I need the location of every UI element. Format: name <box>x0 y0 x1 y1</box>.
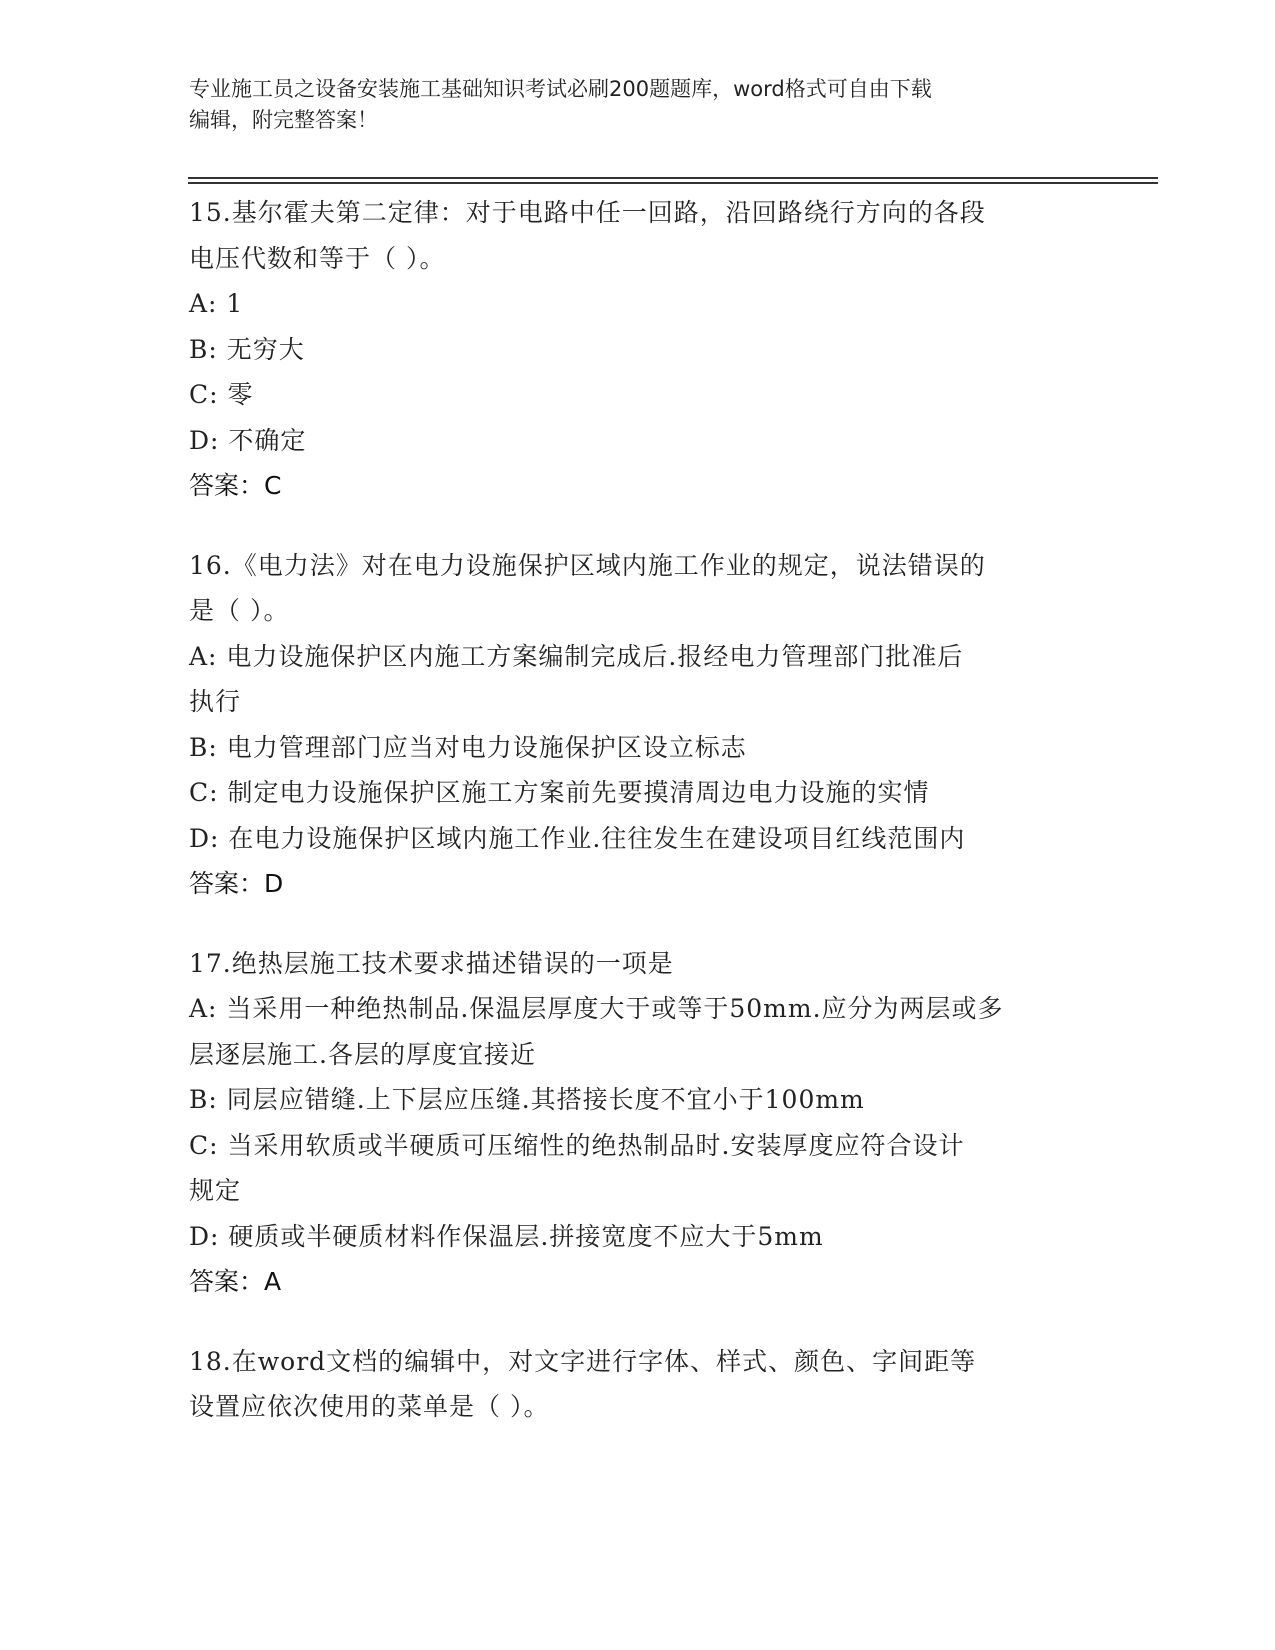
header-line-2: 编辑，附完整答案！ <box>189 108 378 132</box>
option-line: 执行 <box>189 687 242 716</box>
question-list <box>189 190 1089 1464</box>
question-stem-line: 17.绝热层施工技术要求描述错误的一项是 <box>189 948 674 978</box>
question-block <box>189 543 1089 907</box>
option-line: A: 当采用一种绝热制品.保温层厚度大于或等于50mm.应分为两层或多 <box>189 994 1004 1023</box>
question-block <box>189 941 1089 1305</box>
document-header <box>189 74 1069 136</box>
option-line: B: 无穷大 <box>189 334 305 364</box>
answer-line: 答案：D <box>189 869 284 898</box>
header-line-1: 专业施工员之设备安装施工基础知识考试必刷200题题库，word格式可自由下载 <box>189 77 932 101</box>
option-line: 层逐层施工.各层的厚度宜接近 <box>189 1039 536 1069</box>
question-stem-line: 电压代数和等于（ ）。 <box>189 243 446 273</box>
question-stem-line: 18.在word文档的编辑中，对文字进行字体、样式、颜色、字间距等 <box>189 1346 977 1376</box>
question-stem-line: 设置应依次使用的菜单是（ ）。 <box>189 1392 550 1421</box>
header-divider-top <box>188 177 1158 179</box>
header-divider-bottom <box>188 182 1158 184</box>
option-line: D: 不确定 <box>189 425 307 455</box>
question-stem-line: 是（ ）。 <box>189 596 290 625</box>
option-line: B: 电力管理部门应当对电力设施保护区设立标志 <box>189 732 747 762</box>
option-line: C: 零 <box>189 380 254 409</box>
question-block <box>189 1339 1089 1430</box>
option-line: A: 电力设施保护区内施工方案编制完成后.报经电力管理部门批准后 <box>189 641 964 671</box>
option-line: A: 1 <box>189 289 244 318</box>
answer-line: 答案：C <box>189 471 282 500</box>
question-block <box>189 190 1089 509</box>
answer-line: 答案：A <box>189 1267 282 1296</box>
option-line: C: 当采用软质或半硬质可压缩性的绝热制品时.安装厚度应符合设计 <box>189 1130 965 1160</box>
option-line: D: 硬质或半硬质材料作保温层.拼接宽度不应大于5mm <box>189 1221 824 1251</box>
question-stem-line: 16.《电力法》对在电力设施保护区域内施工作业的规定，说法错误的 <box>189 550 986 580</box>
option-line: 规定 <box>189 1176 242 1205</box>
question-stem-line: 15.基尔霍夫第二定律：对于电路中任一回路，沿回路绕行方向的各段 <box>189 198 986 227</box>
option-line: D: 在电力设施保护区域内施工作业.往往发生在建设项目红线范围内 <box>189 823 966 853</box>
option-line: C: 制定电力设施保护区施工方案前先要摸清周边电力设施的实情 <box>189 778 930 807</box>
option-line: B: 同层应错缝.上下层应压缝.其搭接长度不宜小于100mm <box>189 1085 865 1114</box>
